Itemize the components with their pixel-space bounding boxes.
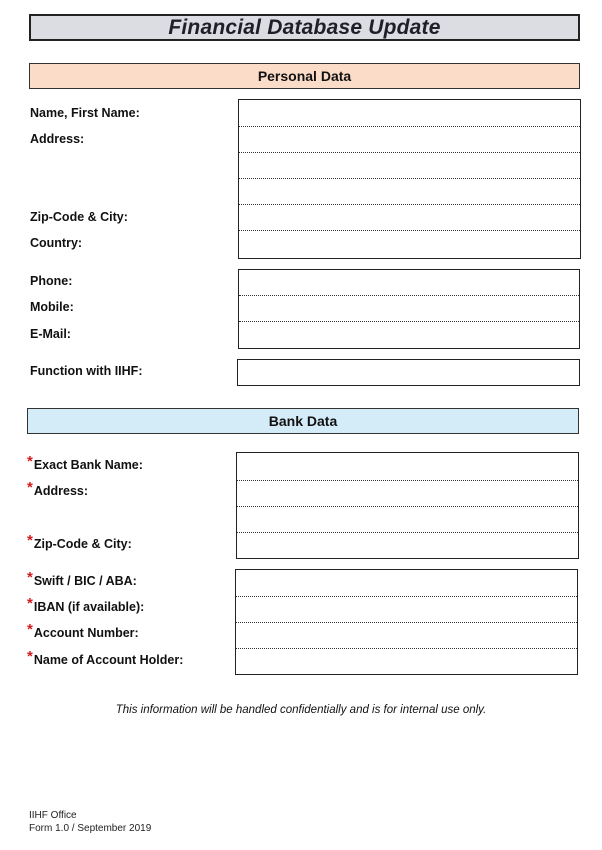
personal-info-box <box>238 99 581 259</box>
account-number-line[interactable] <box>236 648 577 649</box>
footer-form-version: Form 1.0 / September 2019 <box>29 823 152 834</box>
address-line-2[interactable] <box>239 178 580 179</box>
function-field[interactable] <box>237 359 580 386</box>
mobile-line[interactable] <box>239 321 579 322</box>
email-label: E-Mail: <box>30 327 71 341</box>
bank-name-label: *Exact Bank Name: <box>27 453 143 472</box>
required-marker: * <box>27 453 33 470</box>
zip-city-line[interactable] <box>239 204 580 205</box>
address-label: Address: <box>30 132 85 146</box>
swift-label: *Swift / BIC / ABA: <box>27 569 137 588</box>
required-marker: * <box>27 648 33 665</box>
required-marker: * <box>27 532 33 549</box>
account-holder-label: *Name of Account Holder: <box>27 648 184 667</box>
iban-label: *IBAN (if available): <box>27 595 145 614</box>
bank-info-box <box>236 452 579 559</box>
required-marker: * <box>27 621 33 638</box>
function-label: Function with IIHF: <box>30 364 143 378</box>
address-line-1[interactable] <box>239 152 580 153</box>
name-label: Name, First Name: <box>30 106 140 120</box>
bank-account-box <box>235 569 578 675</box>
required-marker: * <box>27 595 33 612</box>
iban-line[interactable] <box>236 622 577 623</box>
phone-label: Phone: <box>30 274 73 288</box>
bank-address-line-2[interactable] <box>237 532 578 533</box>
confidentiality-note: This information will be handled confidentially and is for internal use only. <box>115 704 487 716</box>
bank-data-header: Bank Data <box>27 408 579 434</box>
swift-line[interactable] <box>236 596 577 597</box>
mobile-label: Mobile: <box>30 300 74 314</box>
personal-data-header: Personal Data <box>29 63 580 89</box>
required-marker: * <box>27 569 33 586</box>
contact-box <box>238 269 580 349</box>
footer-office: IIHF Office <box>29 810 77 821</box>
account-number-label: *Account Number: <box>27 621 139 640</box>
phone-line[interactable] <box>239 295 579 296</box>
bank-address-label: *Address: <box>27 479 89 498</box>
country-line[interactable] <box>239 230 580 231</box>
bank-zip-city-label: *Zip-Code & City: <box>27 532 132 551</box>
form-title: Financial Database Update <box>168 15 441 39</box>
country-label: Country: <box>30 236 83 250</box>
required-marker: * <box>27 479 33 496</box>
bank-name-line[interactable] <box>237 480 578 481</box>
zip-city-label: Zip-Code & City: <box>30 210 128 224</box>
bank-address-line-1[interactable] <box>237 506 578 507</box>
form-title-box <box>29 14 580 41</box>
name-line[interactable] <box>239 126 580 127</box>
